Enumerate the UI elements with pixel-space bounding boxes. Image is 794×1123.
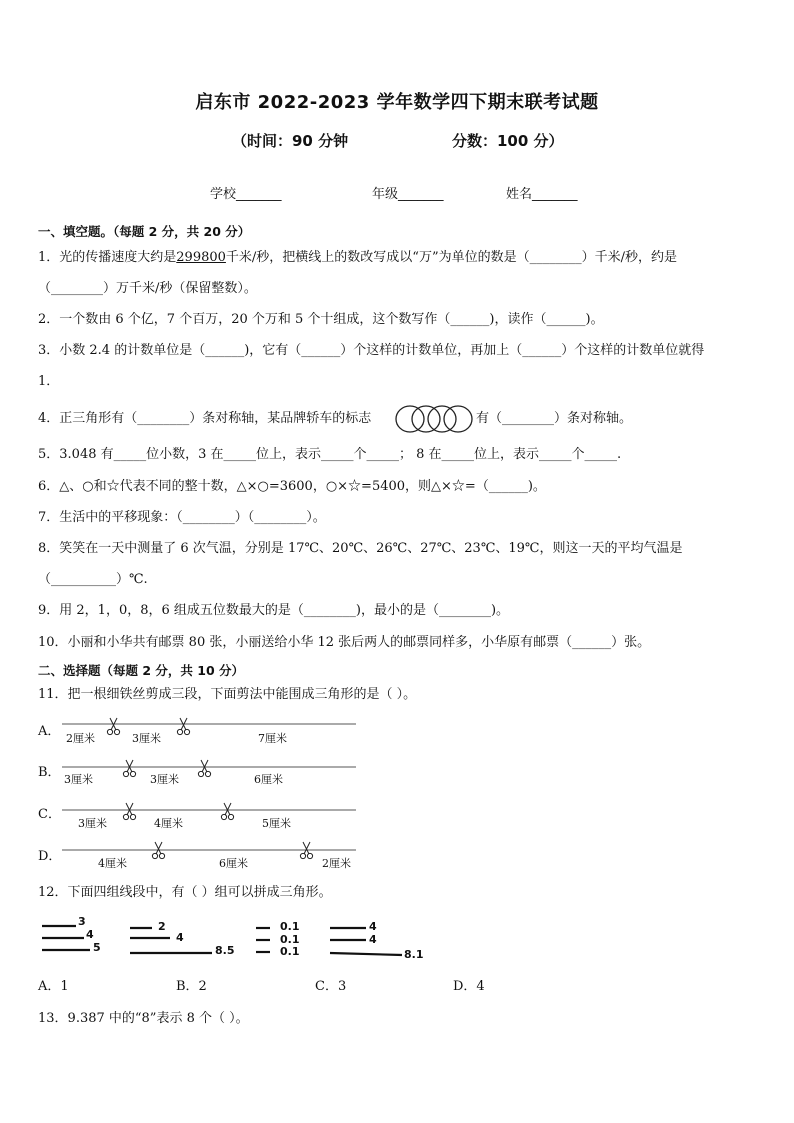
exam-score: 分数：100 分） — [452, 132, 564, 150]
question-5: 5．3.048 有_____位小数，3 在_____位上，表示_____个_____； 8 在_____位上，表示_____个_____. — [38, 447, 622, 462]
q11-b-seg-2: 3厘米 — [150, 773, 179, 786]
q11-c-seg-1: 3厘米 — [78, 817, 107, 830]
q12-g1-label-1: 3 — [78, 915, 86, 928]
q12-g4-label-3: 8.1 — [404, 948, 424, 961]
question-4-text-a: 4．正三角形有（________）条对称轴，某品牌轿车的标志 — [38, 411, 372, 426]
q11-option-d-letter: D． — [38, 849, 62, 864]
grade-field: 年级_______ — [372, 187, 444, 202]
section-2-title: 二、选择题（每题 2 分，共 10 分） — [38, 663, 245, 678]
scissors-icon — [123, 760, 135, 777]
scissors-icon — [123, 803, 135, 820]
q11-d-seg-1: 4厘米 — [98, 857, 127, 870]
q11-option-a-letter: A． — [38, 724, 61, 739]
q1-underlined-number: 299800 — [176, 250, 226, 265]
question-4-text-b: 有（________）条对称轴。 — [476, 411, 633, 426]
question-8-line-2: （__________）℃. — [38, 572, 148, 587]
question-12: 12．下面四组线段中，有（ ）组可以拼成三角形。 — [38, 885, 332, 900]
q11-option-b-letter: B． — [38, 765, 61, 780]
q12-g3-label-1: 0.1 — [280, 920, 300, 933]
scissors-icon — [107, 718, 119, 735]
q12-g2-label-1: 2 — [158, 920, 166, 933]
q12-g3-label-2: 0.1 — [280, 933, 300, 946]
q12-group-4 — [328, 916, 408, 962]
q12-option-a: A．1 — [38, 979, 69, 994]
q12-option-d: D．4 — [453, 979, 485, 994]
scissors-icon — [177, 718, 189, 735]
q12-g2-label-3: 8.5 — [215, 944, 235, 957]
scissors-icon — [198, 760, 210, 777]
question-11: 11．把一根细铁丝剪成三段，下面剪法中能围成三角形的是（ ）。 — [38, 687, 417, 702]
q11-d-seg-2: 6厘米 — [219, 857, 248, 870]
q11-option-a-figure — [60, 712, 360, 750]
q12-g3-label-3: 0.1 — [280, 945, 300, 958]
question-10: 10．小丽和小华共有邮票 80 张，小丽送给小华 12 张后两人的邮票同样多，小华原有邮票（______）张。 — [38, 635, 651, 650]
school-field: 学校_______ — [210, 187, 282, 202]
page-title: 启东市 2022-2023 学年数学四下期末联考试题 — [195, 92, 599, 113]
q11-b-seg-1: 3厘米 — [64, 773, 93, 786]
q12-g2-label-2: 4 — [176, 931, 184, 944]
q1-text-b: 千米/秒，把横线上的数改写成以“万”为单位的数是（________）千米/秒，约是 — [225, 250, 677, 265]
q11-b-seg-3: 6厘米 — [254, 773, 283, 786]
q12-option-c: C．3 — [315, 979, 347, 994]
q11-d-seg-3: 2厘米 — [322, 857, 351, 870]
scissors-icon — [221, 803, 233, 820]
q11-a-seg-2: 3厘米 — [132, 732, 161, 745]
question-6: 6．△、○和☆代表不同的整十数，△×○=3600，○×☆=5400，则△×☆=（______)。 — [38, 479, 546, 494]
question-1-line-2: （________）万千米/秒（保留整数）。 — [38, 281, 257, 296]
q12-g1-label-3: 5 — [93, 941, 101, 954]
q11-c-seg-2: 4厘米 — [154, 817, 183, 830]
q12-g4-label-1: 4 — [369, 920, 377, 933]
q11-option-c-letter: C． — [38, 807, 61, 822]
q11-a-seg-1: 2厘米 — [66, 732, 95, 745]
question-7: 7．生活中的平移现象：（________）（________）。 — [38, 510, 326, 525]
question-13: 13．9.387 中的“8”表示 8 个（ ）。 — [38, 1011, 249, 1026]
question-3-line-2: 1． — [38, 374, 60, 389]
section-1-title: 一、填空题。（每题 2 分，共 20 分） — [38, 224, 251, 239]
q11-a-seg-3: 7厘米 — [258, 732, 287, 745]
question-1-line-1 — [38, 249, 677, 267]
q12-option-b: B．2 — [176, 979, 207, 994]
question-9: 9．用 2，1，0，8，6 组成五位数最大的是（________)，最小的是（________)。 — [38, 603, 510, 618]
four-rings-logo — [394, 403, 476, 435]
q12-g4-label-2: 4 — [369, 933, 377, 946]
q1-text-a: 1．光的传播速度大约是 — [38, 250, 177, 265]
name-field: 姓名_______ — [506, 187, 578, 202]
exam-time: （时间：90 分钟 — [232, 132, 349, 150]
question-2: 2．一个数由 6 个亿，7 个百万，20 个万和 5 个十组成，这个数写作（______)，读作（______)。 — [38, 312, 604, 327]
q11-option-b-figure — [60, 754, 360, 792]
question-8-line-1: 8．笑笑在一天中测量了 6 次气温，分别是 17℃、20℃、26℃、27℃、23℃、19℃，则这一天的平均气温是 — [38, 541, 683, 556]
q11-c-seg-3: 5厘米 — [262, 817, 291, 830]
q12-g1-label-2: 4 — [86, 928, 94, 941]
question-3-line-1: 3．小数 2.4 的计数单位是（______)，它有（______）个这样的计数单位，再加上（______）个这样的计数单位就得 — [38, 343, 705, 358]
